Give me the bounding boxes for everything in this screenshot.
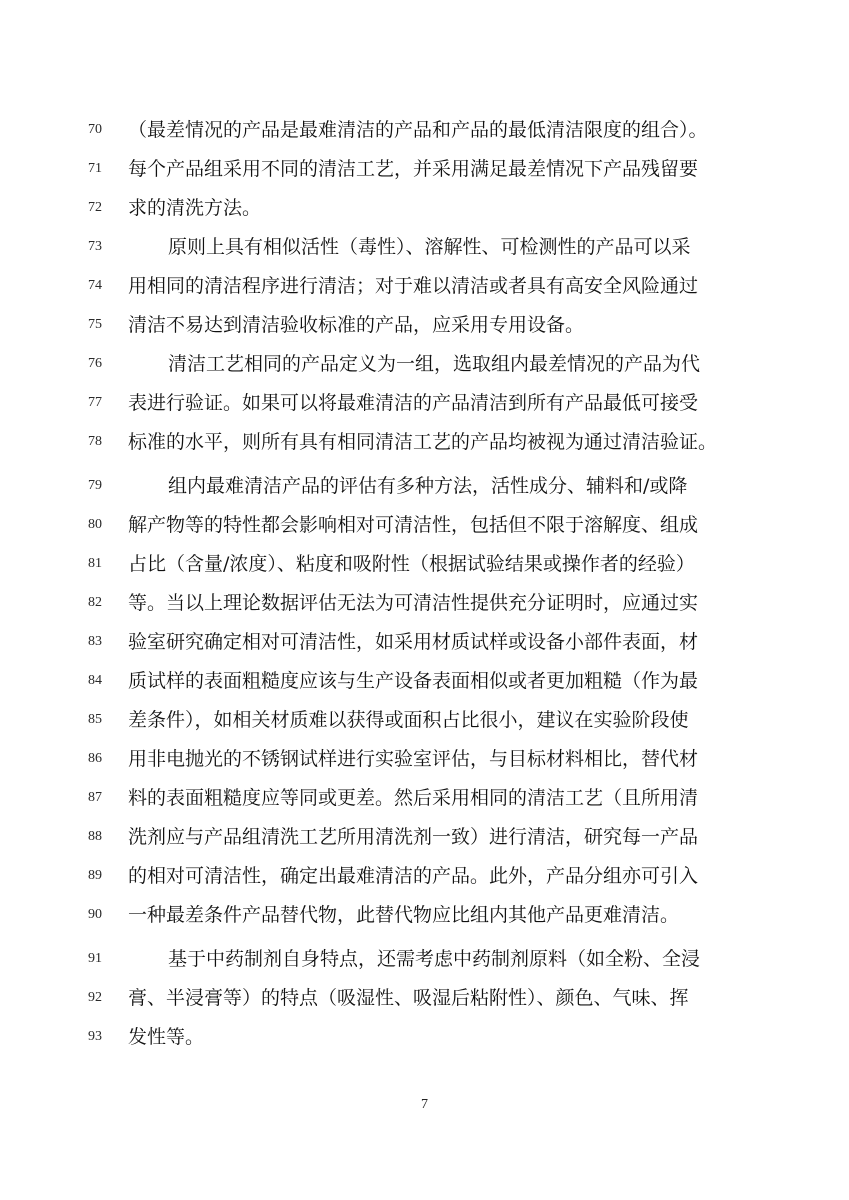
text-line bbox=[0, 309, 849, 341]
text-line bbox=[0, 387, 849, 419]
paragraph-text: 差条件），如相关材质难以获得或面积占比很小，建议在实验阶段使 bbox=[128, 709, 689, 731]
line-number: 88 bbox=[88, 829, 102, 844]
line-number: 73 bbox=[88, 239, 102, 254]
text-line bbox=[0, 270, 849, 302]
paragraph-text: 基于中药制剂自身特点，还需考虑中药制剂原料（如全粉、全浸 bbox=[168, 948, 701, 970]
paragraph-text: 的相对可清洁性，确定出最难清洁的产品。此外，产品分组亦可引入 bbox=[128, 865, 699, 887]
text-line bbox=[0, 665, 849, 697]
text-line bbox=[0, 821, 849, 853]
line-number: 85 bbox=[88, 712, 102, 727]
paragraph-text: 质试样的表面粗糙度应该与生产设备表面相似或者更加粗糙（作为最 bbox=[128, 670, 699, 692]
paragraph-text: 表进行验证。如果可以将最难清洁的产品清洁到所有产品最低可接受 bbox=[128, 392, 699, 414]
text-line bbox=[0, 860, 849, 892]
paragraph-text: 占比（含量/浓度）、粘度和吸附性（根据试验结果或操作者的经验） bbox=[128, 553, 695, 575]
text-line bbox=[0, 587, 849, 619]
paragraph-text: 等。当以上理论数据评估无法为可清洁性提供充分证明时，应通过实 bbox=[128, 592, 699, 614]
text-line bbox=[0, 782, 849, 814]
paragraph-text: 组内最难清洁产品的评估有多种方法，活性成分、辅料和/或降 bbox=[168, 475, 688, 497]
paragraph-text: 清洁不易达到清洁验收标准的产品，应采用专用设备。 bbox=[128, 314, 585, 336]
line-number: 71 bbox=[88, 161, 102, 176]
paragraph-text: 清洁工艺相同的产品定义为一组，选取组内最差情况的产品为代 bbox=[168, 353, 701, 375]
line-number: 74 bbox=[88, 278, 102, 293]
line-number: 93 bbox=[88, 1029, 102, 1044]
line-number: 82 bbox=[88, 595, 102, 610]
paragraph-text: 标准的水平，则所有具有相同清洁工艺的产品均被视为通过清洁验证。 bbox=[128, 431, 718, 453]
line-number: 76 bbox=[88, 356, 102, 371]
text-line bbox=[0, 982, 849, 1014]
paragraph-text: 用相同的清洁程序进行清洁；对于难以清洁或者具有高安全风险通过 bbox=[128, 275, 699, 297]
paragraph-text: 验室研究确定相对可清洁性，如采用材质试样或设备小部件表面，材 bbox=[128, 631, 699, 653]
paragraph-text: 膏、半浸膏等）的特点（吸湿性、吸湿后粘附性）、颜色、气味、挥 bbox=[128, 987, 689, 1009]
paragraph-text: 求的清洗方法。 bbox=[128, 197, 262, 219]
paragraph-text: 洗剂应与产品组清洗工艺所用清洗剂一致）进行清洁，研究每一产品 bbox=[128, 826, 699, 848]
line-number: 81 bbox=[88, 556, 102, 571]
text-line bbox=[0, 1021, 849, 1053]
line-number: 87 bbox=[88, 790, 102, 805]
text-line bbox=[0, 192, 849, 224]
text-line bbox=[0, 509, 849, 541]
line-number: 78 bbox=[88, 434, 102, 449]
paragraph-text: 发性等。 bbox=[128, 1026, 205, 1048]
line-number: 77 bbox=[88, 395, 102, 410]
paragraph-text: （最差情况的产品是最难清洁的产品和产品的最低清洁限度的组合）。 bbox=[128, 119, 708, 141]
paragraph-text: 每个产品组采用不同的清洁工艺，并采用满足最差情况下产品残留要 bbox=[128, 158, 699, 180]
paragraph-text: 料的表面粗糙度应等同或更差。然后采用相同的清洁工艺（且所用清 bbox=[128, 787, 699, 809]
text-line bbox=[0, 426, 849, 458]
line-number: 75 bbox=[88, 317, 102, 332]
text-line bbox=[0, 899, 849, 931]
line-number: 89 bbox=[88, 868, 102, 883]
text-line bbox=[0, 114, 849, 146]
text-line bbox=[0, 548, 849, 580]
paragraph-text: 原则上具有相似活性（毒性）、溶解性、可检测性的产品可以采 bbox=[168, 236, 691, 258]
text-line bbox=[0, 743, 849, 775]
line-number: 90 bbox=[88, 907, 102, 922]
text-line bbox=[0, 348, 849, 380]
text-line bbox=[0, 704, 849, 736]
page-number: 7 bbox=[421, 1097, 428, 1112]
line-number: 72 bbox=[88, 200, 102, 215]
line-number: 84 bbox=[88, 673, 102, 688]
text-line bbox=[0, 153, 849, 185]
text-line bbox=[0, 943, 849, 975]
line-number: 70 bbox=[88, 122, 102, 137]
line-number: 79 bbox=[88, 478, 102, 493]
line-number: 92 bbox=[88, 990, 102, 1005]
text-line bbox=[0, 626, 849, 658]
text-line bbox=[0, 231, 849, 263]
line-number: 83 bbox=[88, 634, 102, 649]
text-line bbox=[0, 470, 849, 502]
line-number: 86 bbox=[88, 751, 102, 766]
paragraph-text: 解产物等的特性都会影响相对可清洁性，包括但不限于溶解度、组成 bbox=[128, 514, 699, 536]
paragraph-text: 用非电抛光的不锈钢试样进行实验室评估，与目标材料相比，替代材 bbox=[128, 748, 699, 770]
paragraph-text: 一种最差条件产品替代物，此替代物应比组内其他产品更难清洁。 bbox=[128, 904, 680, 926]
line-number: 80 bbox=[88, 517, 102, 532]
line-number: 91 bbox=[88, 951, 102, 966]
